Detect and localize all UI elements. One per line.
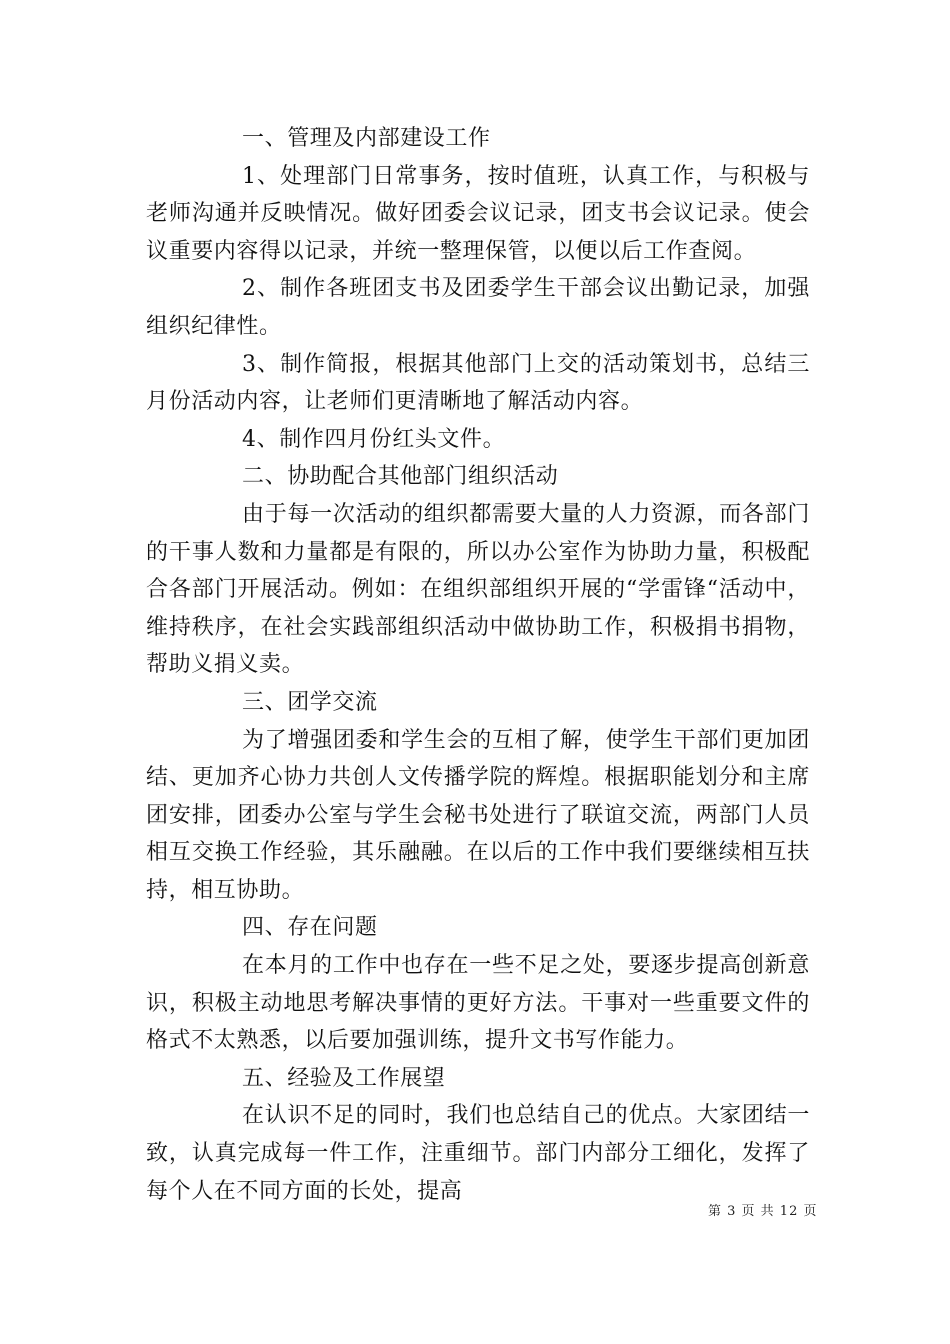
section-heading-exchange: 三、团学交流: [242, 689, 378, 715]
section-heading-assist: 二、协助配合其他部门组织活动: [242, 464, 559, 490]
paragraph-problems: 在本月的工作中也存在一些不足之处，要逐步提高创新意识，积极主动地思考解决事情的更好方法。干事对一些重要文件的格式不太熟悉，以后要加强训练，提升文书写作能力。: [146, 953, 810, 1054]
paragraph-item-2: 2、制作各班团支书及团委学生干部会议出勤记录，加强组织纪律性。: [146, 276, 810, 339]
paragraph-item-1: 1、处理部门日常事务，按时值班，认真工作，与积极与老师沟通并反映情况。做好团委会议记录，团支书会议记录。使会议重要内容得以记录，并统一整理保管，以便以后工作查阅。: [146, 163, 810, 264]
paragraph-item-3: 3、制作简报，根据其他部门上交的活动策划书，总结三月份活动内容，让老师们更清晰地了解活动内容。: [146, 351, 810, 415]
section-heading-problems: 四、存在问题: [242, 915, 378, 941]
paragraph-outlook: 在认识不足的同时，我们也总结自己的优点。大家团结一致，认真完成每一件工作，注重细节。部门内部分工细化，发挥了每个人在不同方面的长处，提高: [146, 1103, 810, 1204]
paragraph-assist: 由于每一次活动的组织都需要大量的人力资源，而各部门的干事人数和力量都是有限的，所以办公室作为协助力量，积极配合各部门开展活动。例如：在组织部组织开展的“学雷锋“活动中，维持秩序，在社会实践部组织活动中做协助工作，积极捐书捐物，帮助义捐义卖。: [146, 501, 810, 678]
paragraph-item-4: 4、制作四月份红头文件。: [242, 426, 506, 452]
document-body: [146, 120, 810, 1210]
section-heading-outlook: 五、经验及工作展望: [242, 1065, 446, 1091]
section-heading-management: 一、管理及内部建设工作: [242, 126, 491, 151]
page-number-label: 第 3 页 共 12 页: [708, 1204, 818, 1219]
paragraph-exchange: 为了增强团委和学生会的互相了解，使学生干部们更加团结、更加齐心协力共创人文传播学院的辉煌。根据职能划分和主席团安排，团委办公室与学生会秘书处进行了联谊交流，两部门人员相互交换工作经验，其乐融融。在以后的工作中我们要继续相互扶持，相互协助。: [146, 727, 810, 903]
